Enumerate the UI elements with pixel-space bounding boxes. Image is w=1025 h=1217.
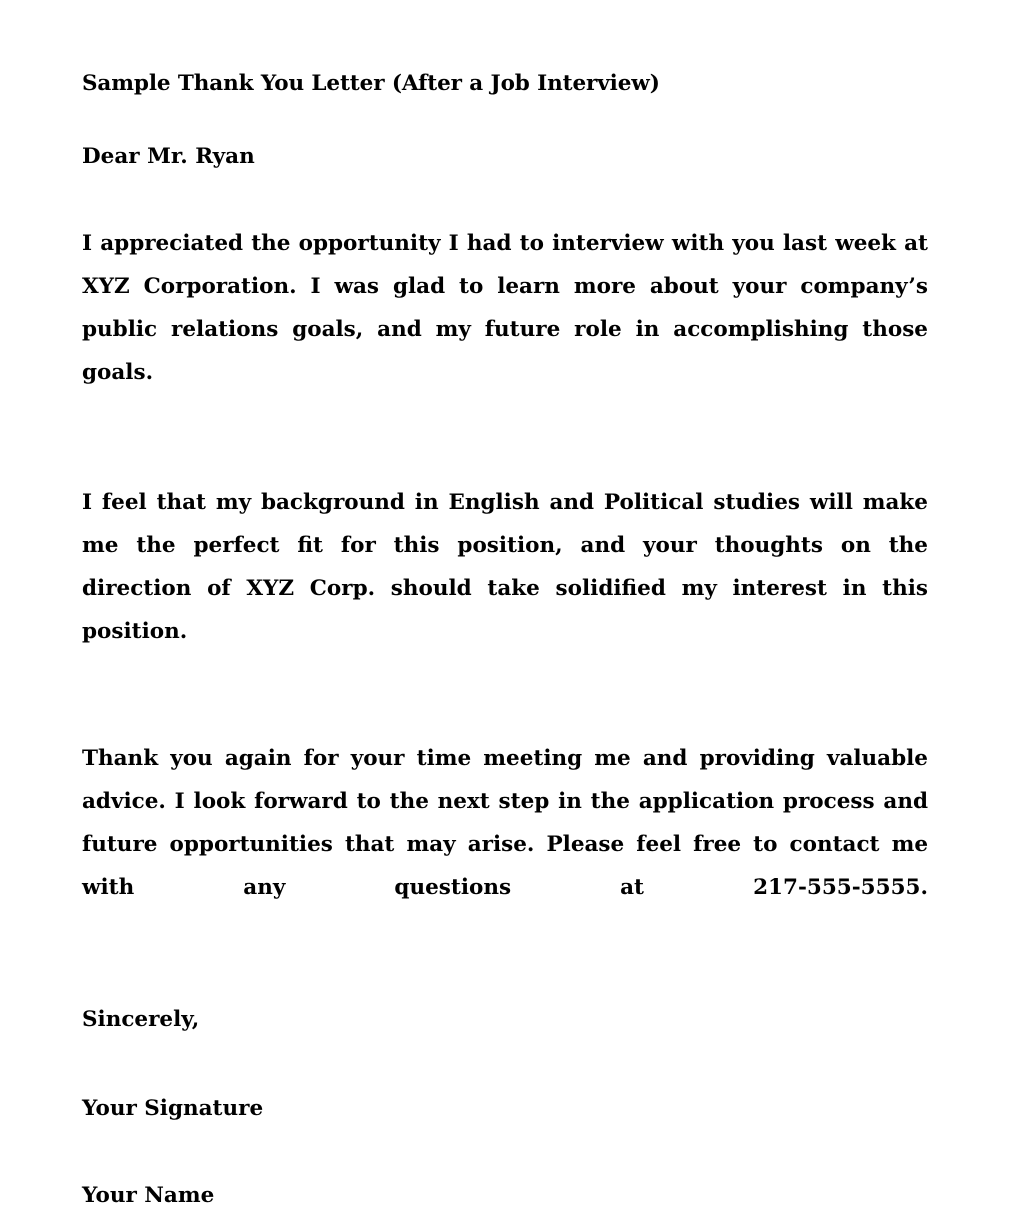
letter-paragraph-3: Thank you again for your time meeting me and providing valuable advice. I look forward to the next step in the application process and future opportunities that may arise. Please feel free to contact me with any questions at 217-555-5555. xyxy=(82,746,928,900)
sender-name-line: Your Name xyxy=(82,1183,215,1208)
letter-closing: Sincerely, xyxy=(82,1007,200,1032)
page-title: Sample Thank You Letter (After a Job Interview) xyxy=(82,71,660,96)
signature-line: Your Signature xyxy=(82,1096,264,1121)
letter-paragraph-2: I feel that my background in English and Political studies will make me the perfect fit for this position, and your thoughts on the direction of XYZ Corp. should take solidified my interest in this position. xyxy=(82,490,928,644)
letter-salutation: Dear Mr. Ryan xyxy=(82,144,255,169)
letter-paragraph-1: I appreciated the opportunity I had to interview with you last week at XYZ Corporation. I was glad to learn more about your company’s public relations goals, and my future role in accomplishing those goals. xyxy=(82,231,928,385)
letter-content xyxy=(82,62,928,1217)
